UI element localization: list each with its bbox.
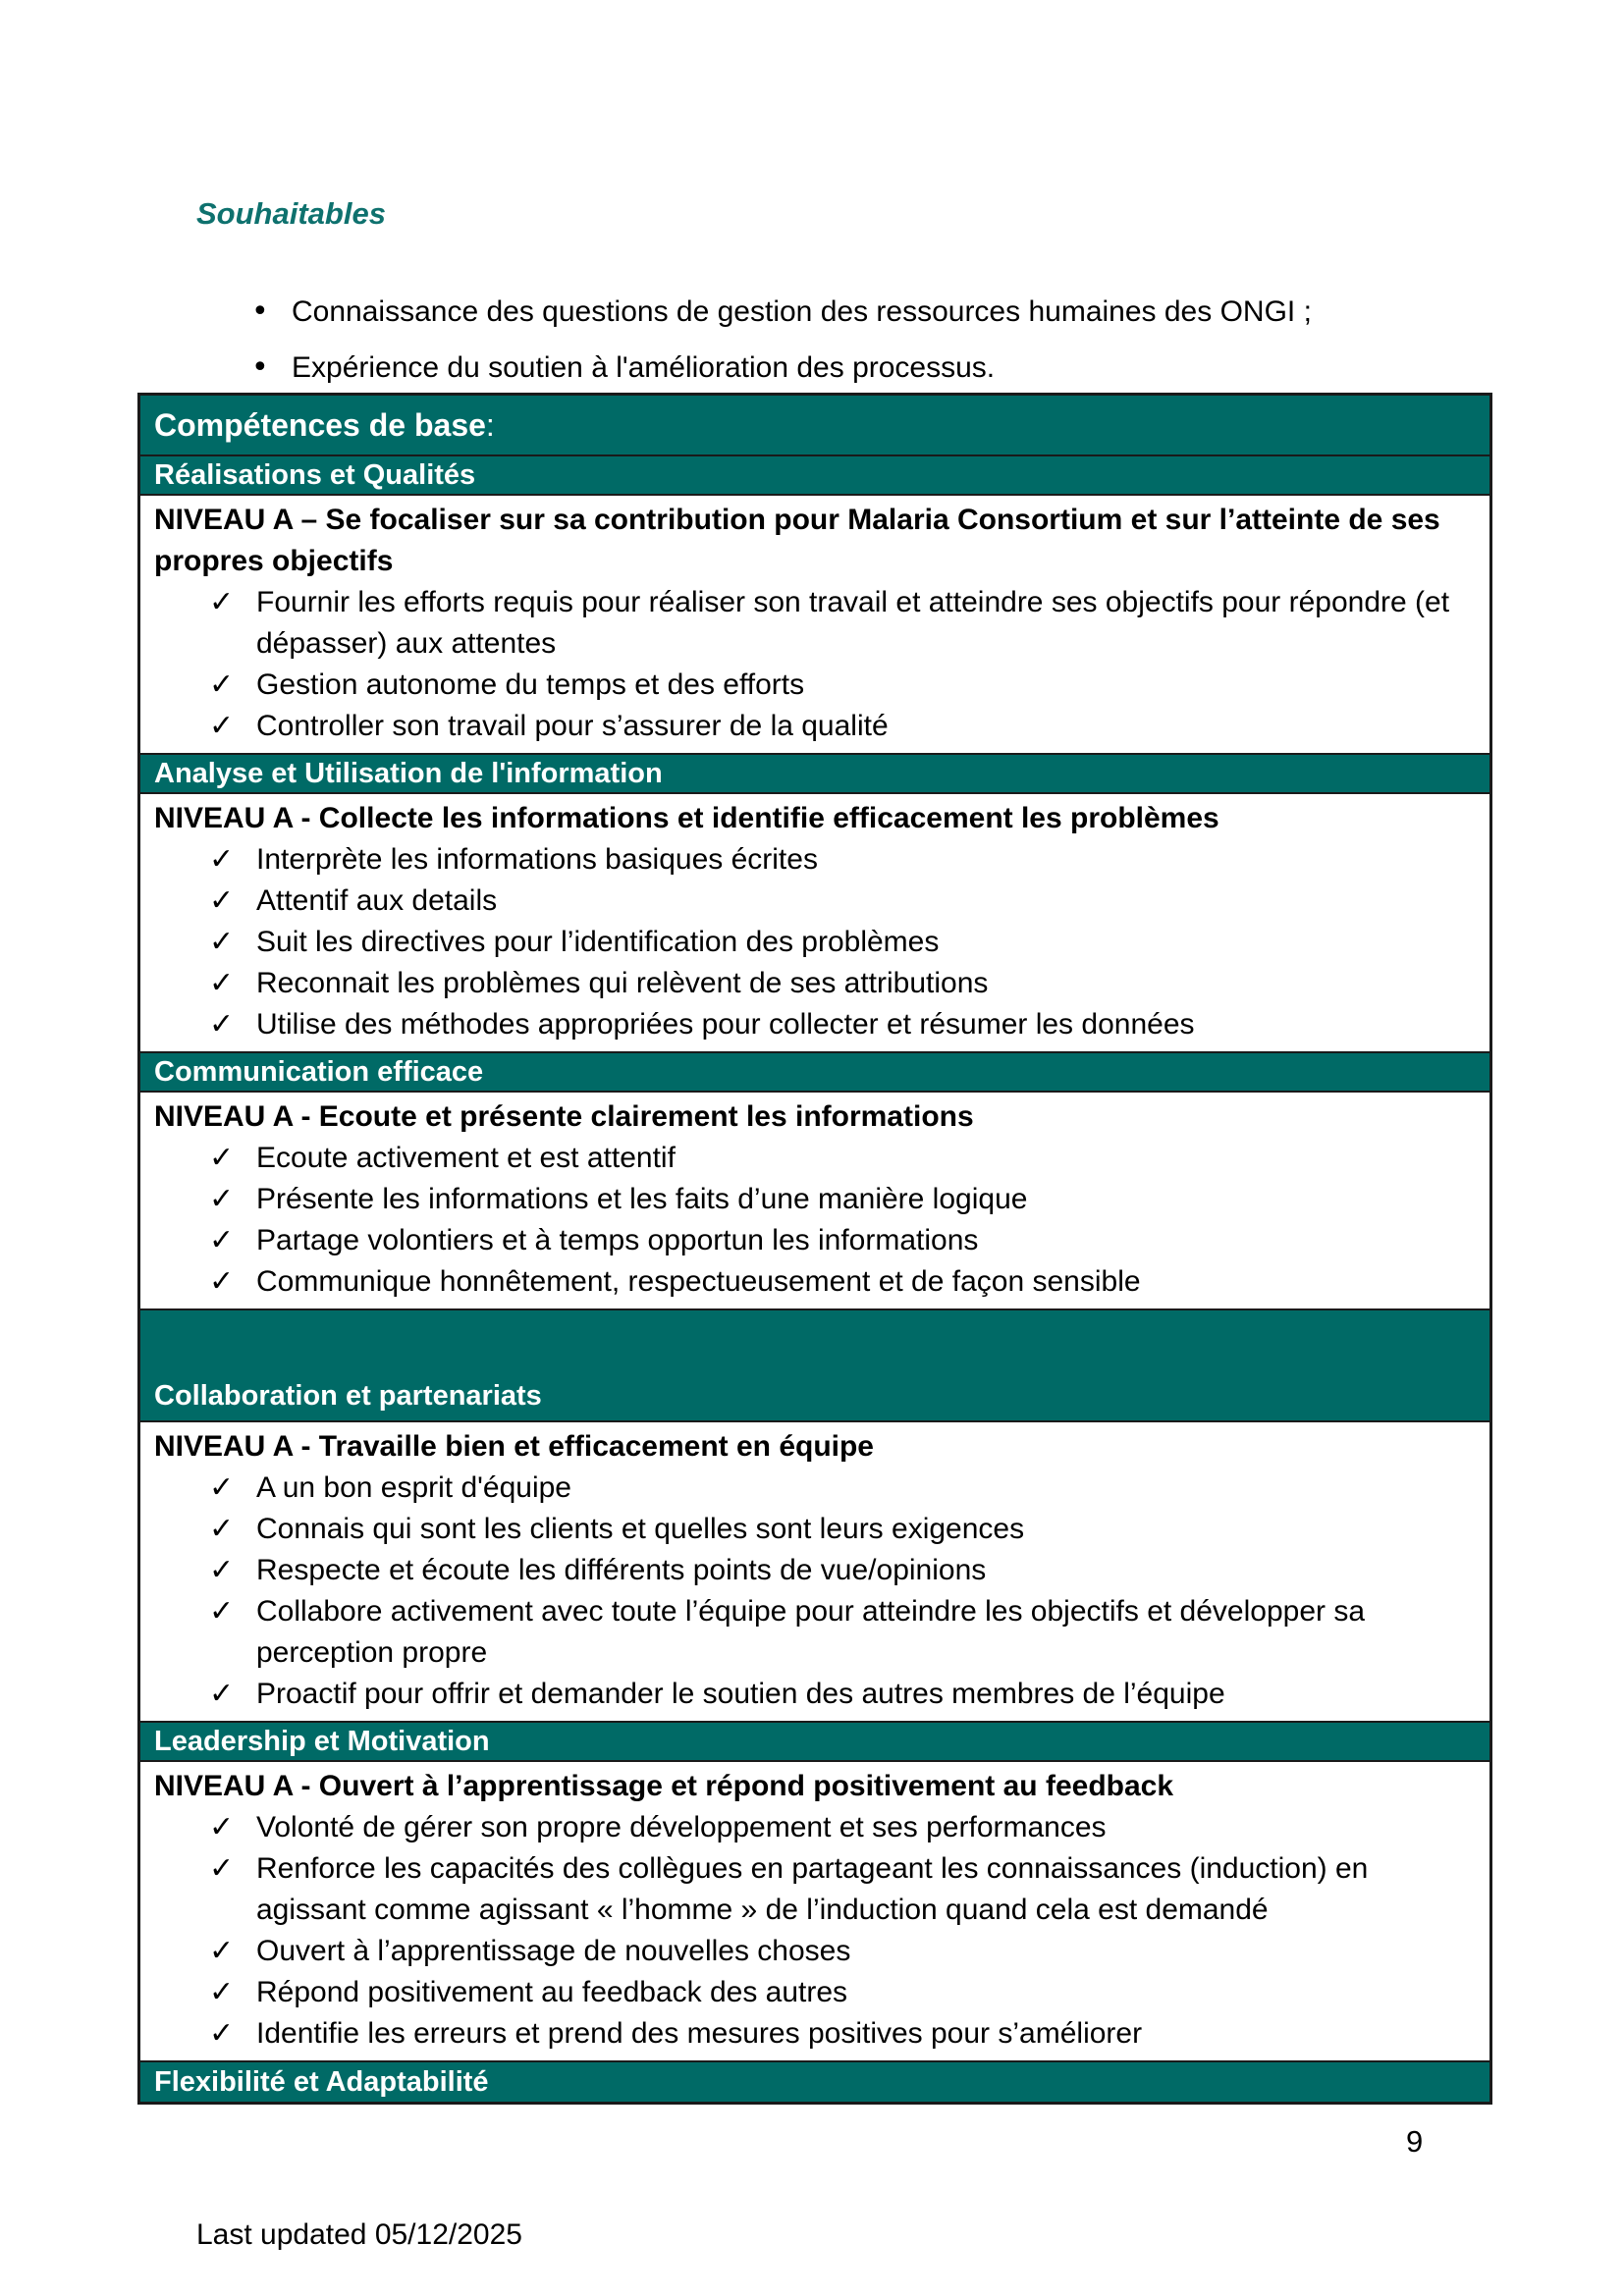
section-header-label: Communication efficace [154, 1055, 484, 1088]
checkmark-icon: ✓ [209, 1223, 235, 1257]
bullet-icon: • [251, 350, 269, 385]
checkmark-icon: ✓ [209, 1141, 235, 1175]
check-item [154, 1591, 1476, 1674]
check-item [154, 963, 1476, 1004]
check-item [154, 1138, 1476, 1179]
checkmark-icon: ✓ [209, 1975, 235, 2009]
check-item-text: Respecte et écoute les différents points de vue/opinions [256, 1554, 987, 1586]
check-item-text: Volonté de gérer son propre développement et ses performances [256, 1811, 1107, 1843]
level-title: NIVEAU A – Se focaliser sur sa contribution pour Malaria Consortium et sur l’atteinte de ses propres objectifs [154, 504, 1440, 577]
check-item [154, 1261, 1476, 1303]
check-item [154, 706, 1476, 747]
check-item [154, 1674, 1476, 1715]
check-item-text: Suit les directives pour l’identification des problèmes [256, 926, 940, 958]
checkmark-icon: ✓ [209, 1182, 235, 1216]
checkmark-icon: ✓ [209, 966, 235, 1000]
check-item [154, 1931, 1476, 1972]
check-item [154, 1972, 1476, 2013]
section-header-label: Leadership et Motivation [154, 1725, 490, 1757]
section-header-label: Collaboration et partenariats [154, 1380, 542, 1412]
section-content-row [140, 1762, 1489, 2062]
page-number: 9 [1406, 2124, 1424, 2159]
check-item-text: Ouvert à l’apprentissage de nouvelles choses [256, 1935, 851, 1967]
check-item-text: Gestion autonome du temps et des efforts [256, 668, 805, 701]
section-header-label: Réalisations et Qualités [154, 458, 476, 491]
check-item [154, 1468, 1476, 1509]
checkmark-icon: ✓ [209, 1512, 235, 1546]
check-item [154, 2013, 1476, 2055]
check-item-text: Présente les informations et les faits d’une manière logique [256, 1183, 1028, 1215]
bullet-item-text: Connaissance des questions de gestion des ressources humaines des ONGI ; [292, 295, 1312, 328]
check-item-text: Attentif aux details [256, 884, 498, 917]
competency-table-body [140, 456, 1489, 2102]
checkmark-icon: ✓ [209, 1934, 235, 1968]
section-content-row [140, 1093, 1489, 1310]
check-list [154, 1807, 1476, 2055]
checkmark-icon: ✓ [209, 2016, 235, 2051]
check-list [154, 1138, 1476, 1303]
checkmark-icon: ✓ [209, 1851, 235, 1886]
check-item-text: Renforce les capacités des collègues en partageant les connaissances (induction) en agissant comme agissant « l’homme » de l’induction quand cela est demandé [256, 1852, 1369, 1926]
level-title: NIVEAU A - Ecoute et présente clairement les informations [154, 1100, 974, 1133]
check-item [154, 922, 1476, 963]
checkmark-icon: ✓ [209, 1594, 235, 1629]
section-heading-souhaitables: Souhaitables [196, 196, 386, 231]
check-item-text: Répond positivement au feedback des autres [256, 1976, 848, 2008]
section-content-row [140, 1422, 1489, 1723]
check-item-text: Utilise des méthodes appropriées pour collecter et résumer les données [256, 1008, 1195, 1041]
footer-last-updated: Last updated 05/12/2025 [196, 2218, 522, 2251]
checkmark-icon: ✓ [209, 1264, 235, 1299]
bullet-item [251, 291, 1489, 334]
check-item [154, 1509, 1476, 1550]
check-list [154, 839, 1476, 1045]
check-item-text: Identifie les erreurs et prend des mesures positives pour s’améliorer [256, 2017, 1143, 2050]
checkmark-icon: ✓ [209, 1470, 235, 1505]
table-title-row [140, 396, 1489, 456]
section-header-row [140, 456, 1489, 496]
check-item [154, 1807, 1476, 1848]
bullet-item-text: Expérience du soutien à l'amélioration des processus. [292, 351, 996, 384]
check-item [154, 665, 1476, 706]
section-header-label: Flexibilité et Adaptabilité [154, 2065, 489, 2098]
checkmark-icon: ✓ [209, 1677, 235, 1711]
check-item-text: A un bon esprit d'équipe [256, 1471, 571, 1504]
check-item-text: Controller son travail pour s’assurer de la qualité [256, 710, 889, 742]
checkmark-icon: ✓ [209, 925, 235, 959]
checkmark-icon: ✓ [209, 1007, 235, 1041]
bullet-icon: • [251, 294, 269, 329]
section-header-row [140, 1723, 1489, 1762]
checkmark-icon: ✓ [209, 1810, 235, 1844]
checkmark-icon: ✓ [209, 1553, 235, 1587]
checkmark-icon: ✓ [209, 842, 235, 877]
check-item-text: Connais qui sont les clients et quelles sont leurs exigences [256, 1513, 1025, 1545]
checkmark-icon: ✓ [209, 667, 235, 702]
section-header-row [140, 1053, 1489, 1093]
check-item-text: Fournir les efforts requis pour réaliser son travail et atteindre ses objectifs pour répondre (et dépasser) aux attentes [256, 586, 1450, 660]
table-title-colon: : [485, 406, 495, 443]
level-title: NIVEAU A - Ouvert à l’apprentissage et répond positivement au feedback [154, 1770, 1174, 1802]
section-header-row [140, 755, 1489, 794]
check-item-text: Ecoute activement et est attentif [256, 1142, 676, 1174]
section-header-label: Analyse et Utilisation de l'information [154, 757, 663, 789]
check-item [154, 1848, 1476, 1931]
checkmark-icon: ✓ [209, 585, 235, 619]
section-header-row [140, 1310, 1489, 1422]
check-item [154, 881, 1476, 922]
check-list [154, 1468, 1476, 1715]
table-title: Compétences de base [154, 406, 486, 443]
check-item-text: Interprète les informations basiques écrites [256, 843, 818, 876]
section-content-row [140, 496, 1489, 755]
bullet-item [251, 347, 1489, 390]
competency-table [137, 393, 1492, 2105]
check-item [154, 1220, 1476, 1261]
level-title: NIVEAU A - Travaille bien et efficacement en équipe [154, 1430, 874, 1463]
section-header-row [140, 2062, 1489, 2102]
check-list [154, 582, 1476, 747]
check-item-text: Collabore activement avec toute l’équipe pour atteindre les objectifs et développer sa perception propre [256, 1595, 1366, 1669]
check-item-text: Reconnait les problèmes qui relèvent de ses attributions [256, 967, 989, 999]
level-title: NIVEAU A - Collecte les informations et identifie efficacement les problèmes [154, 802, 1219, 834]
check-item [154, 1179, 1476, 1220]
check-item [154, 582, 1476, 665]
checkmark-icon: ✓ [209, 883, 235, 918]
intro-bullet-list [251, 291, 1489, 402]
check-item-text: Proactif pour offrir et demander le soutien des autres membres de l’équipe [256, 1678, 1225, 1710]
checkmark-icon: ✓ [209, 709, 235, 743]
check-item-text: Partage volontiers et à temps opportun les informations [256, 1224, 979, 1256]
section-content-row [140, 794, 1489, 1053]
check-item [154, 1550, 1476, 1591]
check-item [154, 1004, 1476, 1045]
check-item-text: Communique honnêtement, respectueusement et de façon sensible [256, 1265, 1141, 1298]
check-item [154, 839, 1476, 881]
